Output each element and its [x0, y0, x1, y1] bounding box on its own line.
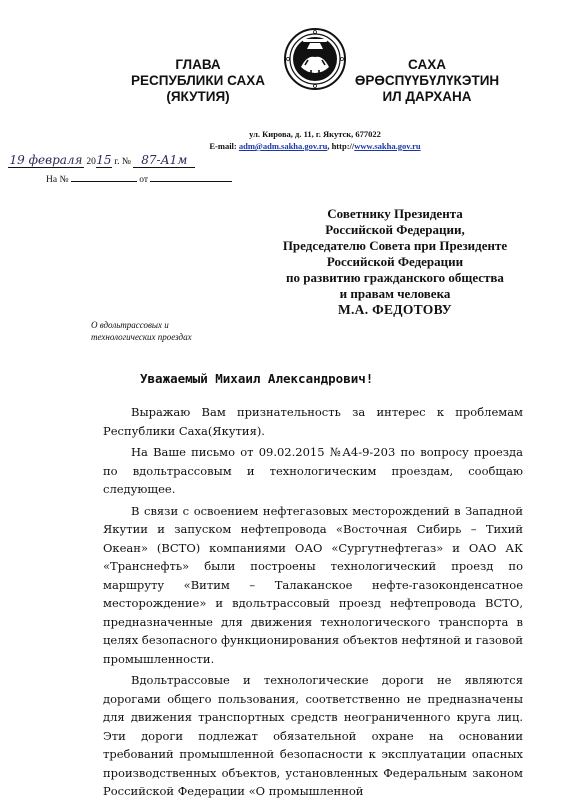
header-left-line: РЕСПУБЛИКИ САХА [130, 73, 265, 88]
year-prefix: 20 [86, 157, 96, 167]
letter-body [103, 403, 523, 801]
subject-block [91, 319, 251, 343]
http-label: http:// [331, 141, 355, 151]
greeting: Уважаемый Михаил Александрович! [140, 371, 374, 386]
header-right-line: ӨРӨСПҮҮБҮЛҮКЭТИН [354, 73, 500, 88]
recipient-block [260, 206, 530, 318]
recipient-line: Советнику Президента [327, 206, 463, 221]
body-paragraph: На Ваше письмо от 09.02.2015 №А4-9-203 по вопросу проезда по вдольтрассовым и технологическим проездам, сообщаю следующее. [103, 445, 523, 496]
reference-line [46, 175, 232, 185]
number-label: г. № [114, 157, 131, 167]
reference-from-label: от [139, 175, 149, 185]
handwritten-year: 15 [96, 153, 112, 167]
subject-line: технологических проездах [91, 332, 192, 342]
address-block: ул. Кирова, д. 11, г. Якутск, 677022 E-mail: adm@adm.sakha.gov.ru, http://www.sakha.gov.ru [160, 128, 470, 152]
body-paragraph: Вдольтрассовые и технологические дороги не являются дорогами общего пользования, соответственно не предназначены для движения транспортных средств неограниченного круга лиц. Эти дороги подлежат обязательной охране на основании требований промышленной безопасности к эксплуатации опасных производственных объектов, установленных Федеральным законом Российской Федерации «О промышленной [103, 673, 523, 798]
header-left-title [118, 57, 278, 105]
recipient-line: и правам человека [339, 286, 451, 301]
body-paragraph: Выражаю Вам признательность за интерес к проблемам Республики Саха(Якутия). [103, 405, 523, 438]
header-right-line: САХА [408, 57, 446, 72]
header-right-line: ИЛ ДАРХАНА [382, 89, 472, 104]
handwritten-number: 87-А1м [133, 153, 195, 168]
recipient-name: М.А. ФЕДОТОВУ [337, 302, 453, 317]
body-paragraph: В связи с освоением нефтегазовых месторождений в Западной Якутии и запуском нефтепровода «Восточная Сибирь – Тихий Океан» (ВСТО) компаниями ОАО «Сургутнефтегаз» и ОАО АК «Транснефть» были построены технологический проезд по маршруту «Витим – Талаканское нефте-газоконденсатное месторождение» и вдольтрассовый проезд нефтепровода ВСТО, предназначенные для движения технологического транспорта в целях безопасного функционирования объектов нефтяной и газовой промышленности. [103, 503, 523, 666]
handwritten-date: 19 февраля [9, 153, 83, 167]
header-right-title [352, 57, 502, 105]
website-link[interactable]: www.sakha.gov.ru [354, 141, 421, 151]
reference-date-blank [150, 181, 232, 182]
reference-label: На № [46, 175, 69, 185]
email-link[interactable]: adm@adm.sakha.gov.ru [238, 141, 328, 151]
email-label: E-mail: [209, 141, 237, 151]
recipient-line: Российской Федерации, [325, 222, 465, 237]
reference-number-blank [71, 181, 137, 182]
header-left-line: ГЛАВА [175, 57, 221, 72]
street-address: ул. Кирова, д. 11, г. Якутск, 677022 [249, 129, 381, 139]
subject-line: О вдольтрассовых и [91, 320, 169, 330]
recipient-line: Российской Федерации [326, 254, 464, 269]
registration-line [8, 153, 278, 168]
recipient-line: Председателю Совета при Президенте [282, 238, 508, 253]
sakha-coat-of-arms-icon [283, 27, 347, 91]
header-left-line: (ЯКУТИЯ) [166, 89, 230, 104]
recipient-line: по развитию гражданского общества [286, 270, 504, 285]
